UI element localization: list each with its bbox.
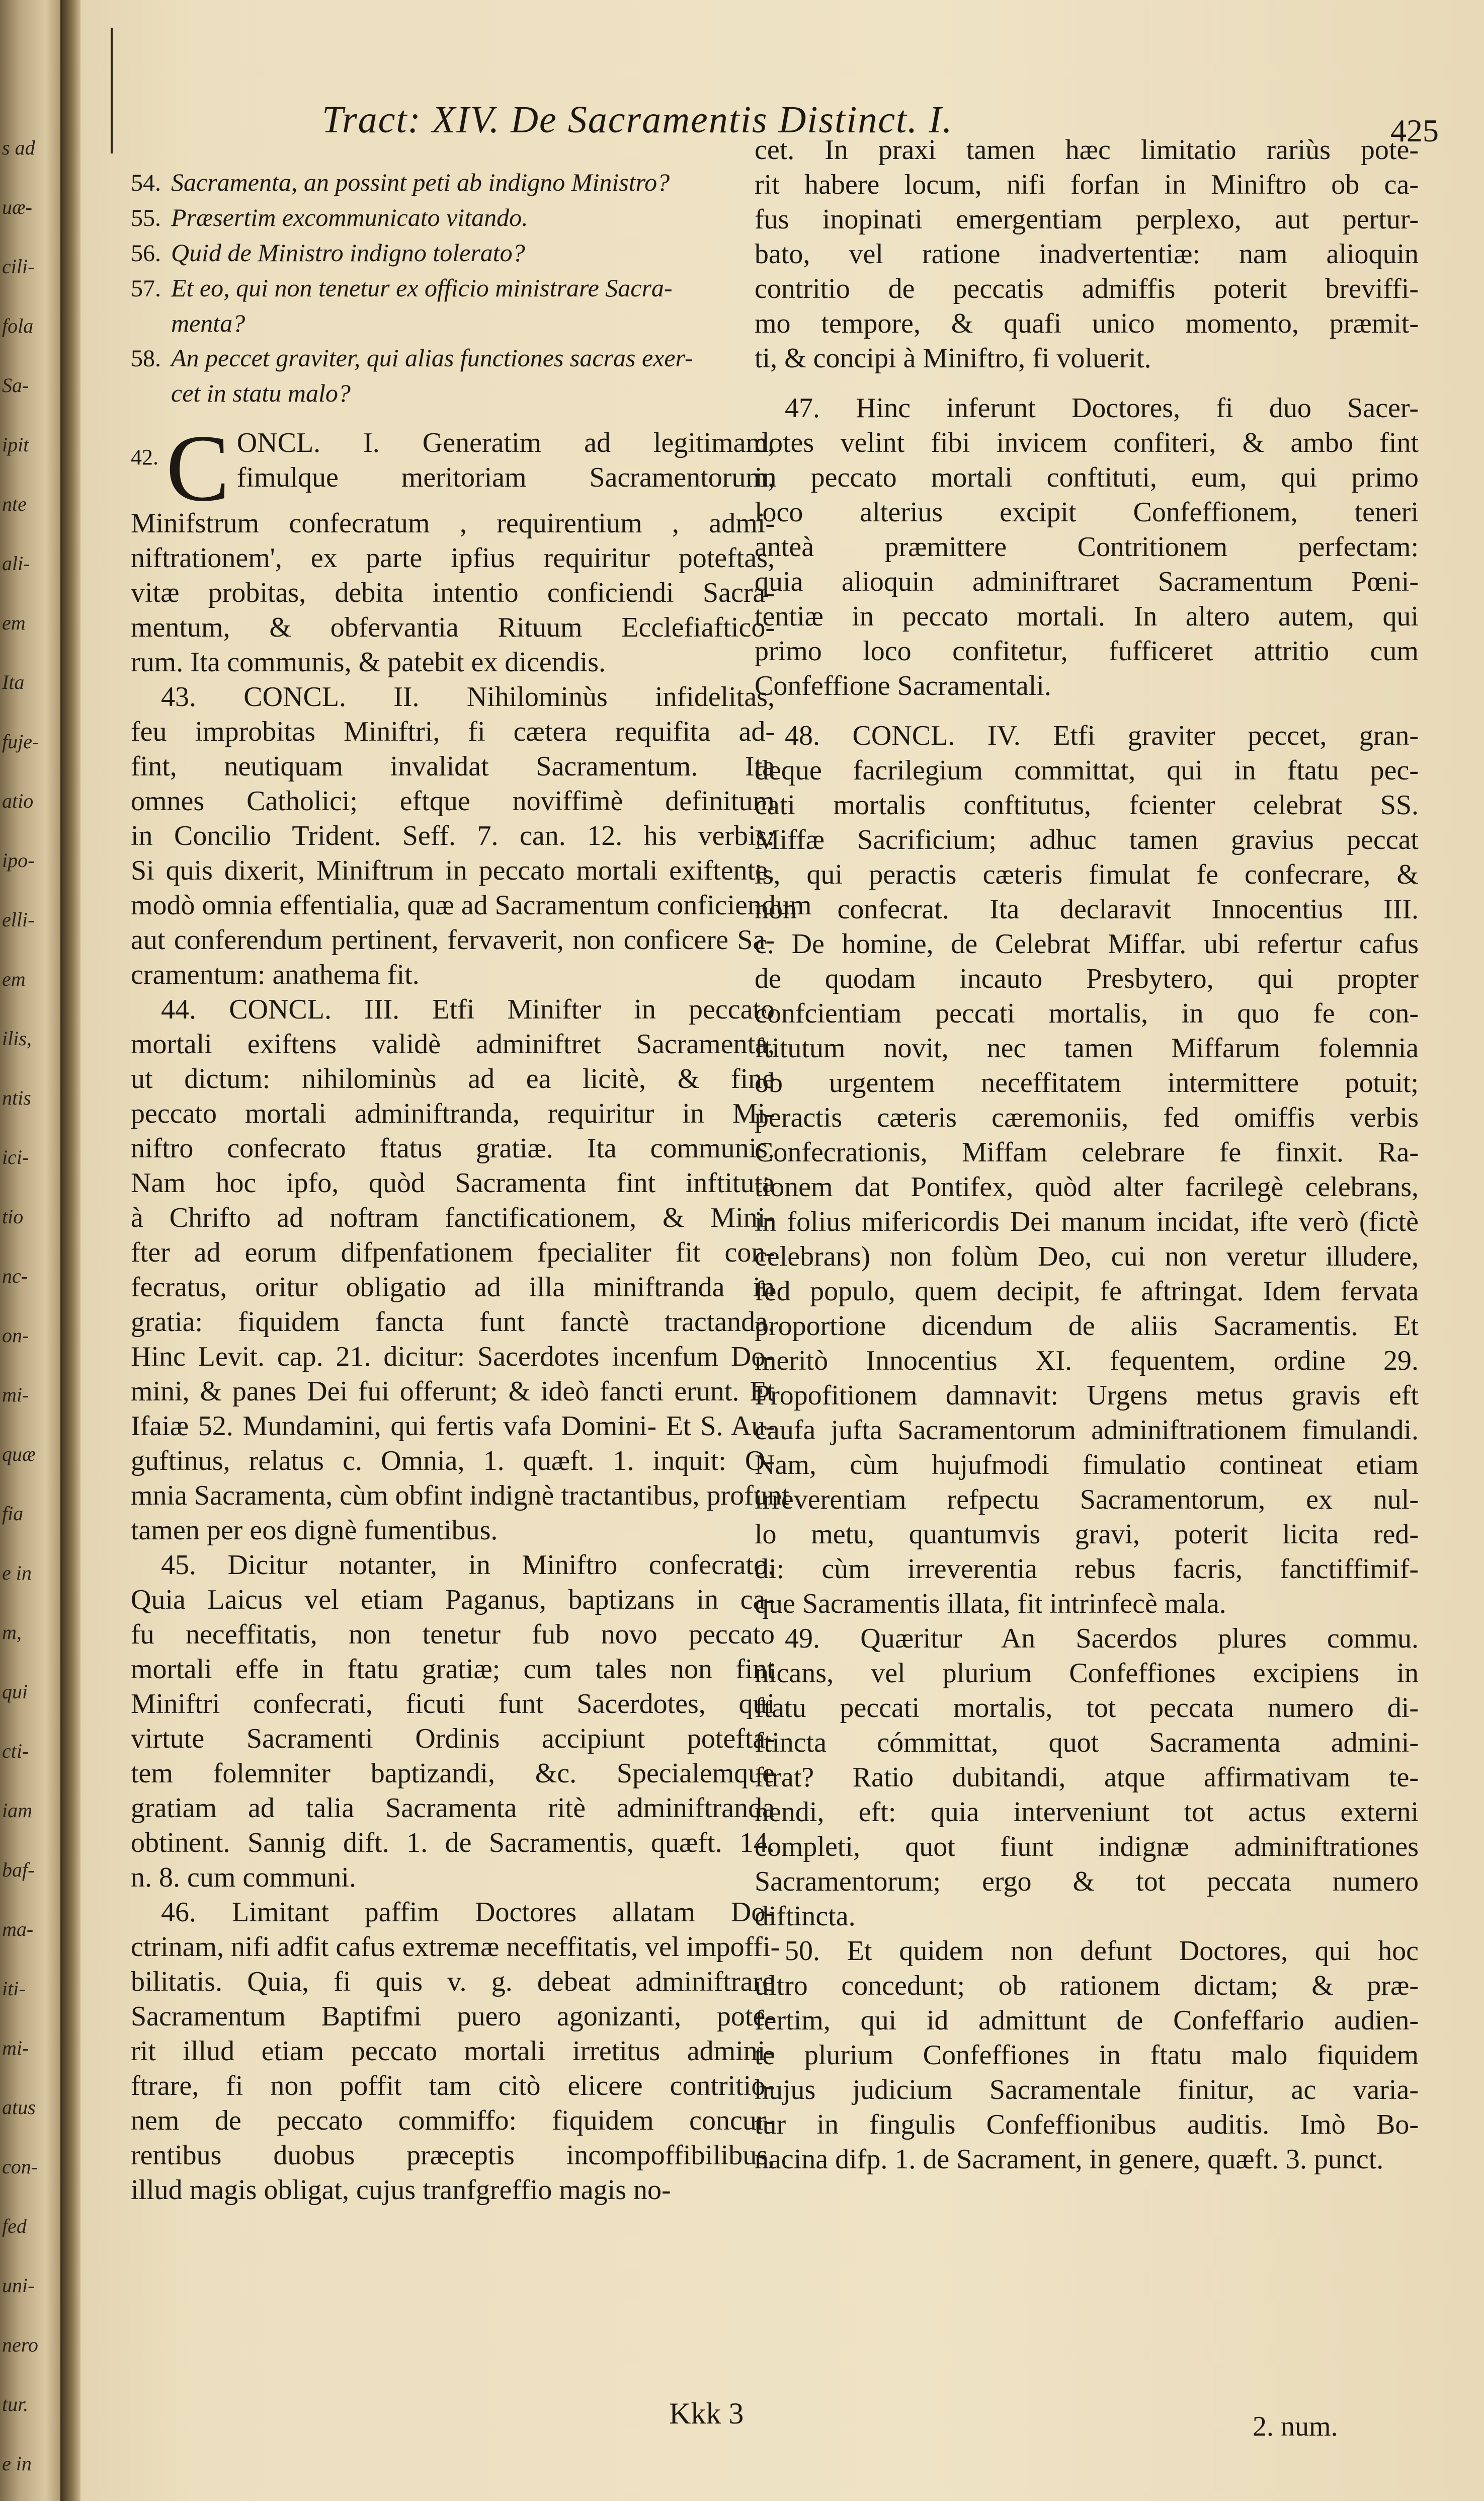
text-line: loco alterius excipit Confeffionem, teneri — [755, 497, 1419, 528]
text-line: niftro confecrato ftatus gratiæ. Ita communis. — [131, 1133, 775, 1164]
summary-text: Quid de Ministro indigno tolerato? — [171, 239, 525, 267]
text-line: 45. Dicitur notanter, in Miniftro confecrato. — [161, 1549, 775, 1581]
text-line: Confecrationis, Miffam celebrare fe finxit. Ra- — [755, 1137, 1419, 1168]
text-line: mini, & panes Dei fui offerunt; & ideò fancti erunt. Et — [131, 1376, 775, 1407]
text-line: nicans, vel plurium Confeffiones excipiens in — [755, 1658, 1419, 1689]
text-line: Propofitionem damnavit: Urgens metus gravis eft — [755, 1380, 1419, 1411]
text-line: vitæ probitas, debita intentio conficiendi Sacra- — [131, 577, 775, 608]
text-line: niftrationem', ex parte ipfius requiritur poteftas, — [131, 542, 775, 574]
text-line: 50. Et quidem non defunt Doctores, qui hoc — [785, 1935, 1419, 1967]
summary-text: cet in statu malo? — [171, 379, 351, 407]
text-line: nem de peccato commiffo: fiquidem concur- — [131, 2105, 775, 2136]
summary-number: 58. — [131, 345, 161, 372]
text-line: 43. CONCL. II. Nihilominùs infidelitas, — [161, 681, 775, 713]
text-line: fus inopinati emergentiam perplexo, aut pertur- — [755, 204, 1419, 235]
text-line: is, qui peractis cæteris fimulat fe confecrare, & — [755, 859, 1419, 890]
summary-text: Sacramenta, an possint peti ab indigno Ministro? — [171, 168, 670, 196]
margin-fragment: Ita — [2, 671, 25, 693]
text-line: lo metu, quantumvis gravi, poterit licita red- — [755, 1519, 1419, 1550]
text-line: ONCL. I. Generatim ad legitimam, — [236, 427, 775, 458]
summary-item — [131, 165, 775, 200]
text-line: nendi, eft: quia interveniunt tot actus externi — [755, 1796, 1419, 1828]
text-line: tionem dat Pontifex, quòd alter facrilegè celebrans, — [755, 1171, 1419, 1203]
text-line: in Concilio Trident. Seff. 7. can. 12. his verbis: — [131, 820, 775, 851]
margin-fragment: fia — [2, 1502, 24, 1525]
summary-number: 55. — [131, 205, 161, 231]
margin-fragment: nte — [2, 493, 27, 515]
margin-fragment: fuje- — [2, 730, 39, 753]
book-page — [80, 0, 1484, 2501]
text-line: mentum, & obfervantia Rituum Ecclefiaftico- — [131, 612, 775, 643]
margin-fragment: cili- — [2, 255, 35, 278]
text-line: primo loco confitetur, fufficeret attritio cum — [755, 636, 1419, 667]
text-line: obtinent. Sannig dift. 1. de Sacramentis, quæft. 14. — [131, 1827, 775, 1858]
margin-fragment: s ad — [2, 136, 35, 159]
text-line: omnes Catholici; eftque noviffimè definitum — [131, 786, 775, 817]
text-line: in folius mifericordis Dei manum incidat, ifte verò (fictè — [755, 1206, 1419, 1237]
text-line — [755, 376, 1419, 391]
book-gutter — [60, 0, 80, 2501]
text-line: nacina difp. 1. de Sacrament, in genere, quæft. 3. punct. — [755, 2144, 1384, 2175]
text-line: rum. Ita communis, & patebit ex dicendis. — [131, 647, 606, 678]
margin-fragment: em — [2, 611, 26, 634]
text-line: ultro concedunt; ob rationem dictam; & præ- — [755, 1970, 1419, 2001]
text-line: Minifstrum confecratum , requirentium , admi- — [131, 508, 775, 539]
text-line: illud magis obligat, cujus tranfgreffio magis no- — [131, 2174, 671, 2206]
summary-number: 56. — [131, 240, 161, 267]
margin-fragment: iam — [2, 1799, 32, 1822]
text-line: fertim, qui id admittunt de Confeffario audien- — [755, 2005, 1419, 2036]
summary-item — [131, 200, 775, 236]
text-line: Si quis dixerit, Miniftrum in peccato mortali exiftente, — [131, 855, 775, 886]
text-line: dotes velint fibi invicem confiteri, & ambo fint — [755, 427, 1419, 458]
text-line: cet. In praxi tamen hæc limitatio rariùs pote- — [755, 134, 1419, 166]
text-line: fed populo, quem decipit, fe aftringat. Idem fervata — [755, 1276, 1419, 1307]
text-line: ftitutum novit, nec tamen Miffarum folemnia — [755, 1033, 1419, 1064]
text-line: rit illud etiam peccato mortali irretitus admini- — [131, 2036, 775, 2067]
text-line: hujus judicium Sacramentale finitur, ac varia- — [755, 2074, 1419, 2105]
margin-fragment: ali- — [2, 552, 30, 575]
running-title: Tract: XIV. De Sacramentis Distinct. I. — [322, 99, 953, 141]
margin-fragment: ipo- — [2, 849, 35, 872]
margin-fragment: uni- — [2, 2274, 35, 2297]
summary-text: menta? — [171, 309, 245, 337]
text-line: guftinus, relatus c. Omnia, 1. quæft. 1. inquit: O- — [131, 1445, 775, 1476]
margin-fragment: baf- — [2, 1858, 35, 1881]
summary-item — [131, 306, 775, 341]
text-line: quia alioquin adminiftraret Sacramentum Pœni- — [755, 566, 1419, 597]
text-line: tur in fingulis Confeffionibus auditis. Imò Bo- — [755, 2109, 1419, 2140]
text-line: ctrinam, nifi adfit cafus extremæ neceffitatis, vel impoffi- — [131, 1931, 780, 1963]
text-line: meritò Innocentius XI. fequentem, ordine 29. — [755, 1345, 1419, 1376]
text-line: bato, vel ratione inadvertentiæ: nam alioquin — [755, 239, 1419, 270]
text-line: gratia: fiquidem fancta funt fanctè tractanda. — [131, 1306, 775, 1338]
text-line: Nam, cùm hujufmodi fimulatio contineat etiam — [755, 1449, 1419, 1480]
text-line: Miffæ Sacrificium; adhuc tamen gravius peccat — [755, 824, 1419, 855]
signature-mark: Kkk 3 — [669, 2397, 744, 2430]
previous-page-edge — [0, 0, 60, 2501]
text-line: 49. Quæritur An Sacerdos plures commu. — [785, 1623, 1419, 1654]
text-line: 44. CONCL. III. Etfi Minifter in peccato — [161, 994, 775, 1025]
paragraph-42 — [131, 416, 775, 521]
summary-number: 57. — [131, 275, 161, 302]
summary-item — [131, 271, 775, 306]
text-line: te plurium Confeffiones in ftatu malo fiquidem — [755, 2040, 1419, 2071]
text-line: feu improbitas Miniftri, fi cætera requifita ad- — [131, 716, 775, 747]
text-line: tamen per eos dignè fumentibus. — [131, 1515, 498, 1546]
text-line: 47. Hinc inferunt Doctores, fi duo Sacer- — [785, 393, 1419, 424]
text-line: ftrare, fi non poffit tam citò elicere contritio- — [131, 2070, 775, 2101]
margin-fragment: ntis — [2, 1086, 31, 1109]
margin-fragment: quæ — [2, 1443, 36, 1465]
text-line: gratiam ad talia Sacramenta ritè adminiftranda — [131, 1792, 775, 1824]
text-line: ftincta cómmittat, quot Sacramenta admini- — [755, 1727, 1419, 1758]
text-line: de quodam incauto Presbytero, qui propter — [755, 963, 1419, 994]
text-line: aut conferendum pertinent, fervaverit, non conficere Sa- — [131, 924, 775, 956]
text-line: anteà præmittere Contritionem perfectam: — [755, 531, 1419, 563]
text-line: mortali effe in ftatu gratiæ; cum tales non fint — [131, 1654, 775, 1685]
text-line: irreverentiam refpectu Sacramentorum, ex nul- — [755, 1484, 1419, 1515]
margin-fragment: mi- — [2, 2037, 29, 2059]
text-line: à Chrifto ad noftram fanctificationem, & Mini- — [131, 1202, 775, 1233]
text-line: di: cùm irreverentia rebus facris, fanctiffimif- — [755, 1553, 1419, 1585]
paragraph-number: 42. — [131, 445, 158, 470]
text-line: Quia Laicus vel etiam Paganus, baptizans in ca- — [131, 1584, 775, 1615]
text-line: ftatu peccati mortalis, tot peccata numero di- — [755, 1692, 1419, 1724]
drop-cap: C — [166, 416, 230, 521]
text-line: peccato mortali adminiftranda, requiritur in Mi- — [131, 1098, 775, 1129]
summary-number: 54. — [131, 170, 161, 196]
text-line: fint, neutiquam invalidat Sacramentum. Ita — [131, 751, 775, 782]
text-line: tem folemniter baptizandi, &c. Specialemque — [131, 1758, 775, 1789]
margin-fragment: on- — [2, 1324, 29, 1347]
margin-fragment: e in — [2, 1561, 32, 1584]
margin-fragment: nc- — [2, 1265, 28, 1287]
margin-fragment: tur. — [2, 2393, 29, 2415]
text-line: cati mortalis conftitutus, fcienter celebrat SS. — [755, 790, 1419, 821]
text-line: Ifaiæ 52. Mundamini, qui fertis vafa Domini- Et S. Au- — [131, 1411, 775, 1442]
text-line: celebrans) non folùm Deo, cui non veretur illudere, — [755, 1241, 1419, 1272]
margin-fragment: m, — [2, 1621, 22, 1644]
text-line: c. De homine, de Celebrat Miffar. ubi refertur cafus — [755, 928, 1419, 960]
margin-fragment: ma- — [2, 1918, 34, 1940]
right-column-text — [755, 133, 1419, 2177]
binding-mark — [111, 28, 113, 153]
text-line: rentibus duobus præceptis incompoffibilibus, — [131, 2140, 775, 2171]
margin-fragment: fed — [2, 2215, 27, 2237]
text-line: virtute Sacramenti Ordinis accipiunt potefta- — [131, 1723, 775, 1754]
margin-fragment: iti- — [2, 1977, 26, 2000]
margin-fragment: cti- — [2, 1740, 29, 1762]
text-line: fecratus, oritur obligatio ad illa miniftranda in — [131, 1272, 775, 1303]
margin-fragment: elli- — [2, 908, 35, 931]
text-line: ut dictum: nihilominùs ad ea licitè, & fine — [131, 1063, 775, 1095]
text-line: Sacramentorum; ergo & tot peccata numero — [755, 1866, 1419, 1897]
text-line: in peccato mortali conftituti, eum, qui primo — [755, 462, 1419, 493]
text-line: Sacramentum Baptifmi puero agonizanti, pote- — [131, 2001, 775, 2032]
margin-fragment: Sa- — [2, 374, 29, 397]
text-line: mnia Sacramenta, cùm obfint indignè tractantibus, profunt — [131, 1480, 790, 1511]
page-number: 425 — [1390, 113, 1439, 148]
text-line: n. 8. cum communi. — [131, 1862, 356, 1893]
text-line: diftincta. — [755, 1901, 856, 1932]
margin-fragment: qui — [2, 1680, 28, 1703]
text-line: proportione dicendum de aliis Sacramentis. Et — [755, 1310, 1419, 1342]
margin-fragment: ipit — [2, 433, 29, 456]
summary-text: Præsertim excommunicato vitando. — [171, 203, 528, 231]
margin-fragment: em — [2, 968, 26, 990]
text-line: ob urgentem neceffitatem intermittere potuit; — [755, 1067, 1419, 1099]
margin-fragment: con- — [2, 2155, 38, 2178]
margin-fragment: nero — [2, 2333, 38, 2356]
catchword: 2. num. — [1253, 2411, 1338, 2442]
text-line: Confeffione Sacramentali. — [755, 670, 1051, 701]
margin-fragment: ici- — [2, 1146, 29, 1168]
text-line: rit habere locum, nifi forfan in Miniftro ob ca- — [755, 169, 1419, 200]
text-line: cramentum: anathema fit. — [131, 959, 420, 990]
text-line: ti, & concipi à Miniftro, fi voluerit. — [755, 343, 1151, 374]
text-line: mortali exiftens validè adminiftret Sacramenta, — [131, 1029, 775, 1060]
text-line: ftrat? Ratio dubitandi, atque affirmativam te- — [755, 1762, 1419, 1793]
summary-text: An peccet graviter, qui alias functiones sacras exer- — [171, 344, 693, 372]
margin-fragment: mi- — [2, 1383, 29, 1406]
text-line: Nam hoc ipfo, quòd Sacramenta fint inftituta — [131, 1167, 775, 1199]
margin-fragment: fola — [2, 315, 34, 337]
margin-fragment: ilis, — [2, 1027, 32, 1050]
margin-fragment: atus — [2, 2096, 36, 2119]
right-column — [755, 133, 1419, 2177]
text-line: caufa jufta Sacramentorum adminiftrationem fimulandi. — [755, 1415, 1419, 1446]
text-line: tentiæ in peccato mortali. In altero autem, qui — [755, 601, 1419, 632]
text-line: completi, quot fiunt indignæ adminiftrationes — [755, 1831, 1419, 1862]
text-line — [755, 704, 1419, 719]
text-line: Miniftri confecrati, ficuti funt Sacerdotes, qui — [131, 1688, 775, 1720]
text-line: que Sacramentis illata, fit intrinfecè mala. — [755, 1588, 1226, 1619]
text-line: mo tempore, & quafi unico momento, præmit- — [755, 308, 1419, 339]
text-line: bilitatis. Quia, fi quis v. g. debeat adminiftrare — [131, 1966, 775, 1997]
text-line: contritio de peccatis admiffis poterit breviffi- — [755, 273, 1419, 304]
summary-item — [131, 341, 775, 376]
margin-fragment: e in — [2, 2452, 32, 2475]
text-line: confcientiam peccati mortalis, in quo fe con- — [755, 998, 1419, 1029]
text-line: fu neceffitatis, non tenetur fub novo peccato — [131, 1619, 775, 1650]
margin-fragment: tio — [2, 1205, 24, 1228]
text-line: Hinc Levit. cap. 21. dicitur: Sacerdotes incenfum Do- — [131, 1341, 775, 1372]
margin-fragment: atio — [2, 790, 34, 812]
text-line: peractis cæteris cæremoniis, fed omiffis verbis — [755, 1102, 1419, 1133]
text-line: deque facrilegium committat, qui in ftatu pec- — [755, 755, 1419, 786]
chapter-summary — [131, 165, 775, 411]
text-line: 48. CONCL. IV. Etfi graviter peccet, gran- — [785, 720, 1419, 751]
summary-text: Et eo, qui non tenetur ex officio ministrare Sacra- — [171, 274, 673, 302]
text-line: 46. Limitant paffim Doctores allatam Do- — [161, 1897, 775, 1928]
margin-fragment: uæ- — [2, 196, 32, 218]
text-line: modò omnia effentialia, quæ ad Sacramentum conficiendum — [131, 890, 812, 921]
text-line: fimulque meritoriam Sacramentorum, — [236, 462, 775, 493]
text-line: fter ad eorum difpenfationem fpecialiter fit con- — [131, 1237, 775, 1268]
text-line: non confecrat. Ita declaravit Innocentius III. — [755, 894, 1419, 925]
summary-item — [131, 236, 775, 271]
summary-item — [131, 376, 775, 411]
